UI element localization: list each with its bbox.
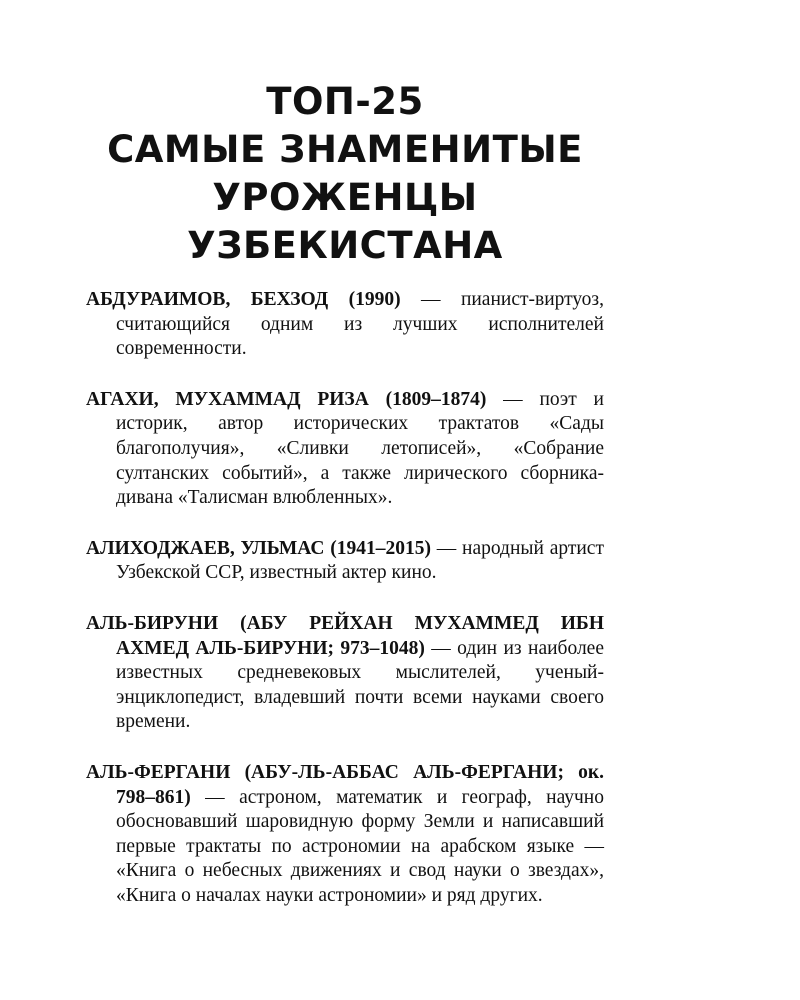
entry-alikhodjaev: [86, 537, 604, 586]
entry-al-fergani: [86, 761, 604, 909]
entry-description: — поэт и историк, автор исторических трактатов «Сады благополучия», «Сливки летописей», «Собрание султанских событий», а также лирического сборника-дивана «Талисман влюбленных».: [116, 388, 604, 509]
entry-description: — народный артист Узбекской ССР, известный актер кино.: [116, 537, 604, 584]
entry-name: АЛИХОДЖАЕВ, УЛЬМАС (1941–2015): [86, 537, 431, 559]
entry-al-biruni: [86, 612, 604, 735]
entry-description: — астроном, математик и географ, научно обосновавший шаровидную форму Земли и написавший первые трактаты по астрономии на арабском языке — «Книга о небесных движениях и свод науки о звездах», «Книга о началах науки астрономии» и ряд других.: [116, 786, 604, 906]
entry-name: АБДУРАИМОВ, БЕХЗОД (1990): [86, 289, 401, 310]
entry-description: — один из наиболее известных средневековых мыслителей, ученый-энциклопедист, владевший почти всеми науками своего времени.: [116, 637, 604, 733]
entry-name: АЛЬ-ФЕРГАНИ (АБУ-ЛЬ-АББАС АЛЬ-ФЕРГАНИ; ок. 798–861): [86, 761, 604, 808]
title-line-1: ТОП-25: [266, 80, 424, 123]
title-line-4: УЗБЕКИСТАНА: [187, 224, 503, 267]
entry-name: АЛЬ-БИРУНИ (АБУ РЕЙХАН МУХАММЕД ИБН АХМЕД АЛЬ-БИРУНИ; 973–1048): [86, 612, 604, 659]
page-title: [0, 78, 690, 270]
title-line-3: УРОЖЕНЦЫ: [212, 176, 478, 219]
entry-abduraimov: [86, 288, 604, 362]
entries-list: [86, 288, 604, 934]
entry-description: — пианист-виртуоз, считающийся одним из лучших исполнителей современности.: [116, 289, 604, 360]
entry-name: АГАХИ, МУХАММАД РИЗА (1809–1874): [86, 388, 487, 410]
entry-agahi: [86, 388, 604, 511]
title-line-2: САМЫЕ ЗНАМЕНИТЫЕ: [107, 128, 583, 171]
